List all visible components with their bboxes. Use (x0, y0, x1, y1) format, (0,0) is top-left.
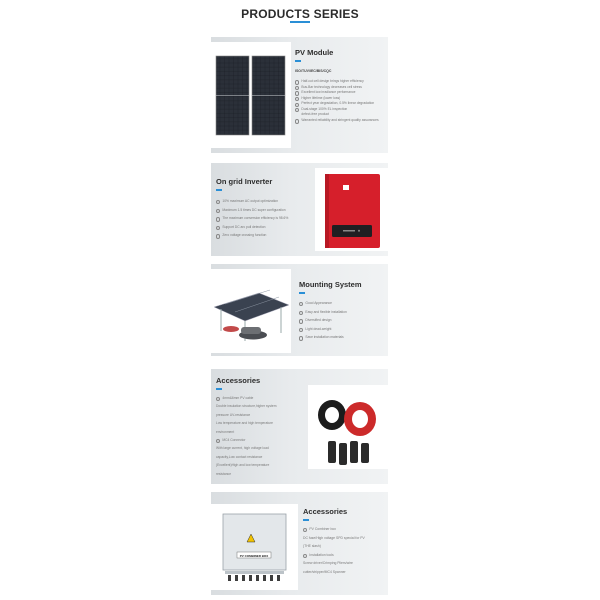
bullet-icon (216, 226, 220, 230)
list-item: The maximum conversion efficiency is 98.6% (216, 214, 316, 223)
combiner-box-image-panel (211, 504, 298, 590)
card-pv-module[interactable] (211, 37, 388, 153)
cable-image-panel (308, 385, 388, 469)
solar-panel-icon (211, 42, 291, 148)
list-item: resistance (216, 471, 232, 476)
pv-certifications: ISO/TUV/IEC/BIS/CQC (295, 69, 332, 73)
list-item: Light dead-weight (299, 325, 387, 334)
carport-mounting-icon (211, 269, 291, 353)
bullet-icon (299, 302, 303, 306)
bullet-icon (303, 528, 307, 532)
list-item: Save installation materials (299, 333, 387, 342)
bullet-icon (216, 234, 220, 238)
cable-connector-icon (308, 385, 388, 469)
list-item: defect-free product (301, 112, 330, 117)
list-item: Diversified design (299, 316, 387, 325)
list-item: Support DC arc pull detection (216, 223, 316, 232)
mounting-title: Mounting System (299, 280, 362, 289)
list-item: Double insulation structure,higher system (216, 404, 277, 409)
list-item: Easy and flexible installation (299, 308, 387, 317)
list-item: Warranted reliability and stringent quality assurances (295, 118, 387, 124)
mounting-feature-list (299, 299, 387, 342)
list-item: PV Combiner box (303, 525, 387, 534)
list-item: Low temperature and high temperature (216, 421, 273, 426)
title-underline (216, 189, 222, 191)
bullet-icon (216, 439, 220, 443)
bullet-icon (303, 554, 307, 558)
list-item: 4mm&6mm PV cable (216, 394, 312, 402)
list-item: 10% maximum AC output optimization (216, 197, 316, 206)
list-item: environment (216, 429, 235, 434)
title-underline (303, 519, 309, 521)
list-item: (THE slash) (303, 544, 321, 549)
card-accessories-combiner[interactable] (211, 492, 388, 595)
bullet-icon (216, 200, 220, 204)
card-accessories-cables[interactable] (211, 369, 388, 484)
list-item: Maximum 1.5 times DC super configuration (216, 206, 316, 215)
list-item: Installation tools (303, 551, 387, 560)
list-item: Dual-stage 100% EL inspection (295, 107, 387, 113)
list-item: (Excellent)High and low temperature (216, 463, 270, 468)
bullet-icon (216, 217, 220, 221)
bullet-icon (299, 336, 303, 340)
accessories-combiner-list (303, 525, 387, 577)
list-item: Excellent low irradiance performance (295, 90, 387, 96)
combiner-box-icon (211, 504, 298, 590)
accessories-cable-list (216, 394, 312, 478)
list-item: Perfect year degradation, 0.5% linear degradation (295, 101, 387, 107)
bullet-icon (216, 209, 220, 213)
list-item: capacity,Low contact resistance (216, 454, 263, 459)
list-item: pressure UV-resistance (216, 412, 251, 417)
mounting-image-panel (211, 269, 291, 353)
bullet-icon (295, 80, 299, 84)
accessories-title: Accessories (216, 376, 261, 385)
title-underline (299, 292, 305, 294)
list-item: Half-cut cell design brings higher efficiency (295, 79, 387, 85)
title-underline (290, 21, 310, 23)
list-item: DC fuse/High voltage SPD special for PV (303, 535, 365, 540)
bullet-icon (299, 328, 303, 332)
list-item: With large current, high voltage load (216, 446, 269, 451)
inverter-feature-list (216, 197, 316, 240)
bullet-icon (295, 119, 299, 123)
inverter-image-panel (315, 168, 388, 251)
list-item: Higher lifetime (lower loss) (295, 96, 387, 102)
inverter-title: On grid Inverter (216, 177, 273, 186)
bullet-icon (299, 311, 303, 315)
title-underline (295, 60, 301, 62)
pv-module-title: PV Module (295, 48, 334, 57)
list-item: Bus-Bar technology decreases cell stress (295, 85, 387, 91)
accessories-title: Accessories (303, 507, 348, 516)
pv-feature-list (295, 79, 387, 124)
combiner-box-label: PV COMBINER BOX (239, 553, 269, 558)
list-item: Good Appearance (299, 299, 387, 308)
pv-module-image-panel (211, 42, 291, 148)
page-title: PRODUCTS SERIES (241, 7, 359, 21)
inverter-device-icon (315, 168, 388, 251)
list-item: Zero voltage crossing function (216, 231, 316, 240)
card-mounting-system[interactable] (211, 264, 388, 356)
card-inverter[interactable] (211, 163, 388, 256)
bullet-icon (216, 397, 220, 401)
bullet-icon (299, 319, 303, 323)
title-underline (216, 388, 222, 390)
list-item: cutter/stripper/MC4 Spanner (303, 569, 346, 574)
list-item: Screw driver/Crimping Pliers/wire (303, 561, 353, 566)
list-item: MC4 Connector (216, 436, 312, 444)
